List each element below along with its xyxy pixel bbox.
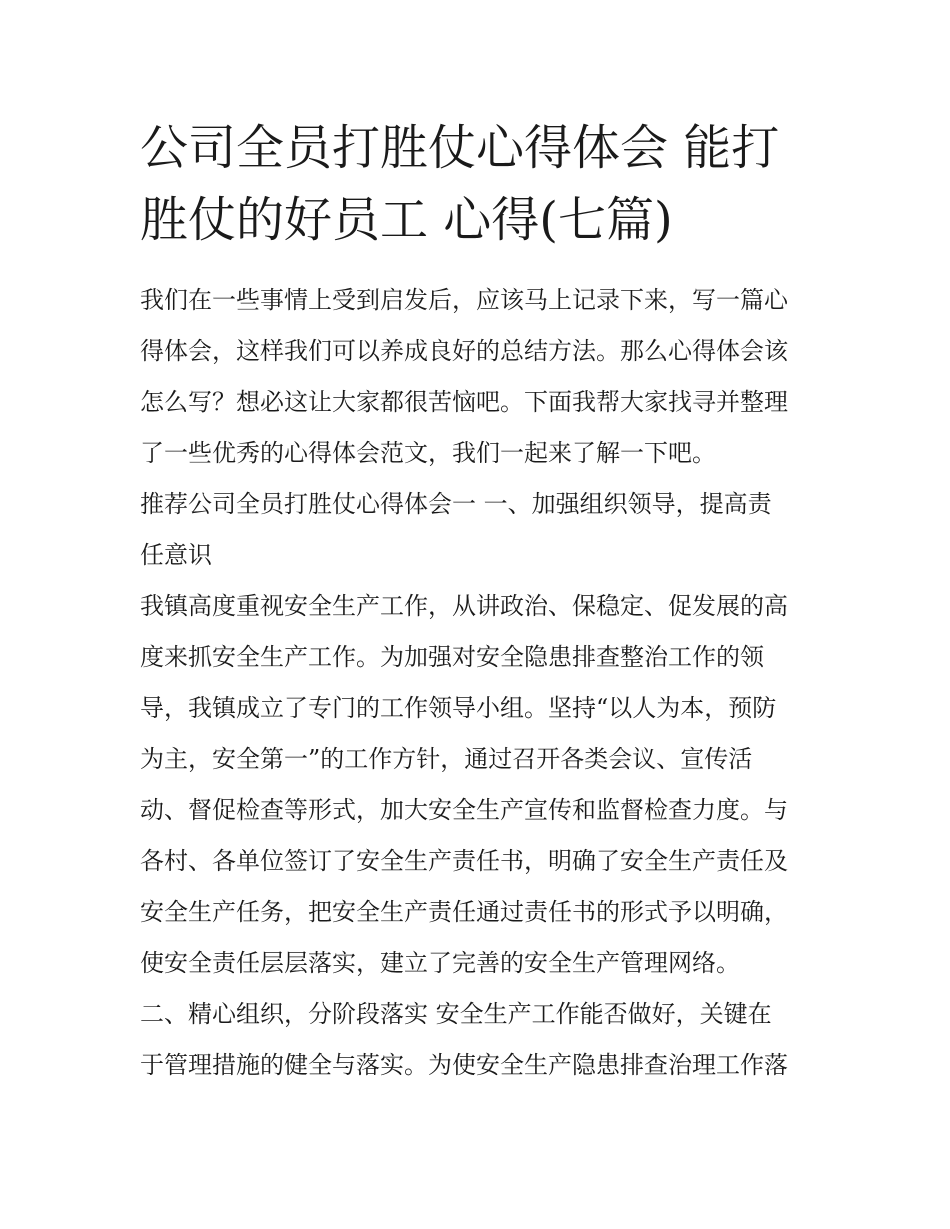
- body-line: 了一些优秀的心得体会范文，我们一起来了解一下吧。: [140, 439, 716, 467]
- body-line: 推荐公司全员打胜仗心得体会一 一、加强组织领导，提高责: [140, 490, 772, 518]
- body-line: 怎么写？想必这让大家都很苦恼吧。下面我帮大家找寻并整理: [140, 388, 788, 416]
- title-line: 公司全员打胜仗心得体会 能打: [140, 120, 780, 176]
- body-line: 我镇高度重视安全生产工作，从讲政治、保稳定、促发展的高: [140, 592, 788, 620]
- title-line: 胜仗的好员工 心得(七篇): [140, 192, 673, 248]
- body-line: 使安全责任层层落实，建立了完善的安全生产管理网络。: [140, 949, 740, 977]
- body-line: 各村、各单位签订了安全生产责任书，明确了安全生产责任及: [140, 847, 788, 875]
- body-line: 二、精心组织，分阶段落实 安全生产工作能否做好，关键在: [140, 1000, 772, 1028]
- body-line: 于管理措施的健全与落实。为使安全生产隐患排查治理工作落: [140, 1051, 788, 1079]
- body-line: 得体会，这样我们可以养成良好的总结方法。那么心得体会该: [140, 337, 788, 365]
- body-line: 任意识: [140, 541, 212, 569]
- document-title: [140, 112, 820, 256]
- body-line: 我们在一些事情上受到启发后，应该马上记录下来，写一篇心: [140, 286, 788, 314]
- body-line: 导，我镇成立了专门的工作领导小组。坚持“以人为本，预防: [140, 694, 777, 722]
- body-line: 为主，安全第一”的工作方针，通过召开各类会议、宣传活: [140, 745, 753, 773]
- body-line: 安全生产任务，把安全生产责任通过责任书的形式予以明确，: [140, 898, 788, 926]
- body-line: 动、督促检查等形式，加大安全生产宣传和监督检查力度。与: [140, 796, 788, 824]
- body-line: 度来抓安全生产工作。为加强对安全隐患排查整治工作的领: [140, 643, 764, 671]
